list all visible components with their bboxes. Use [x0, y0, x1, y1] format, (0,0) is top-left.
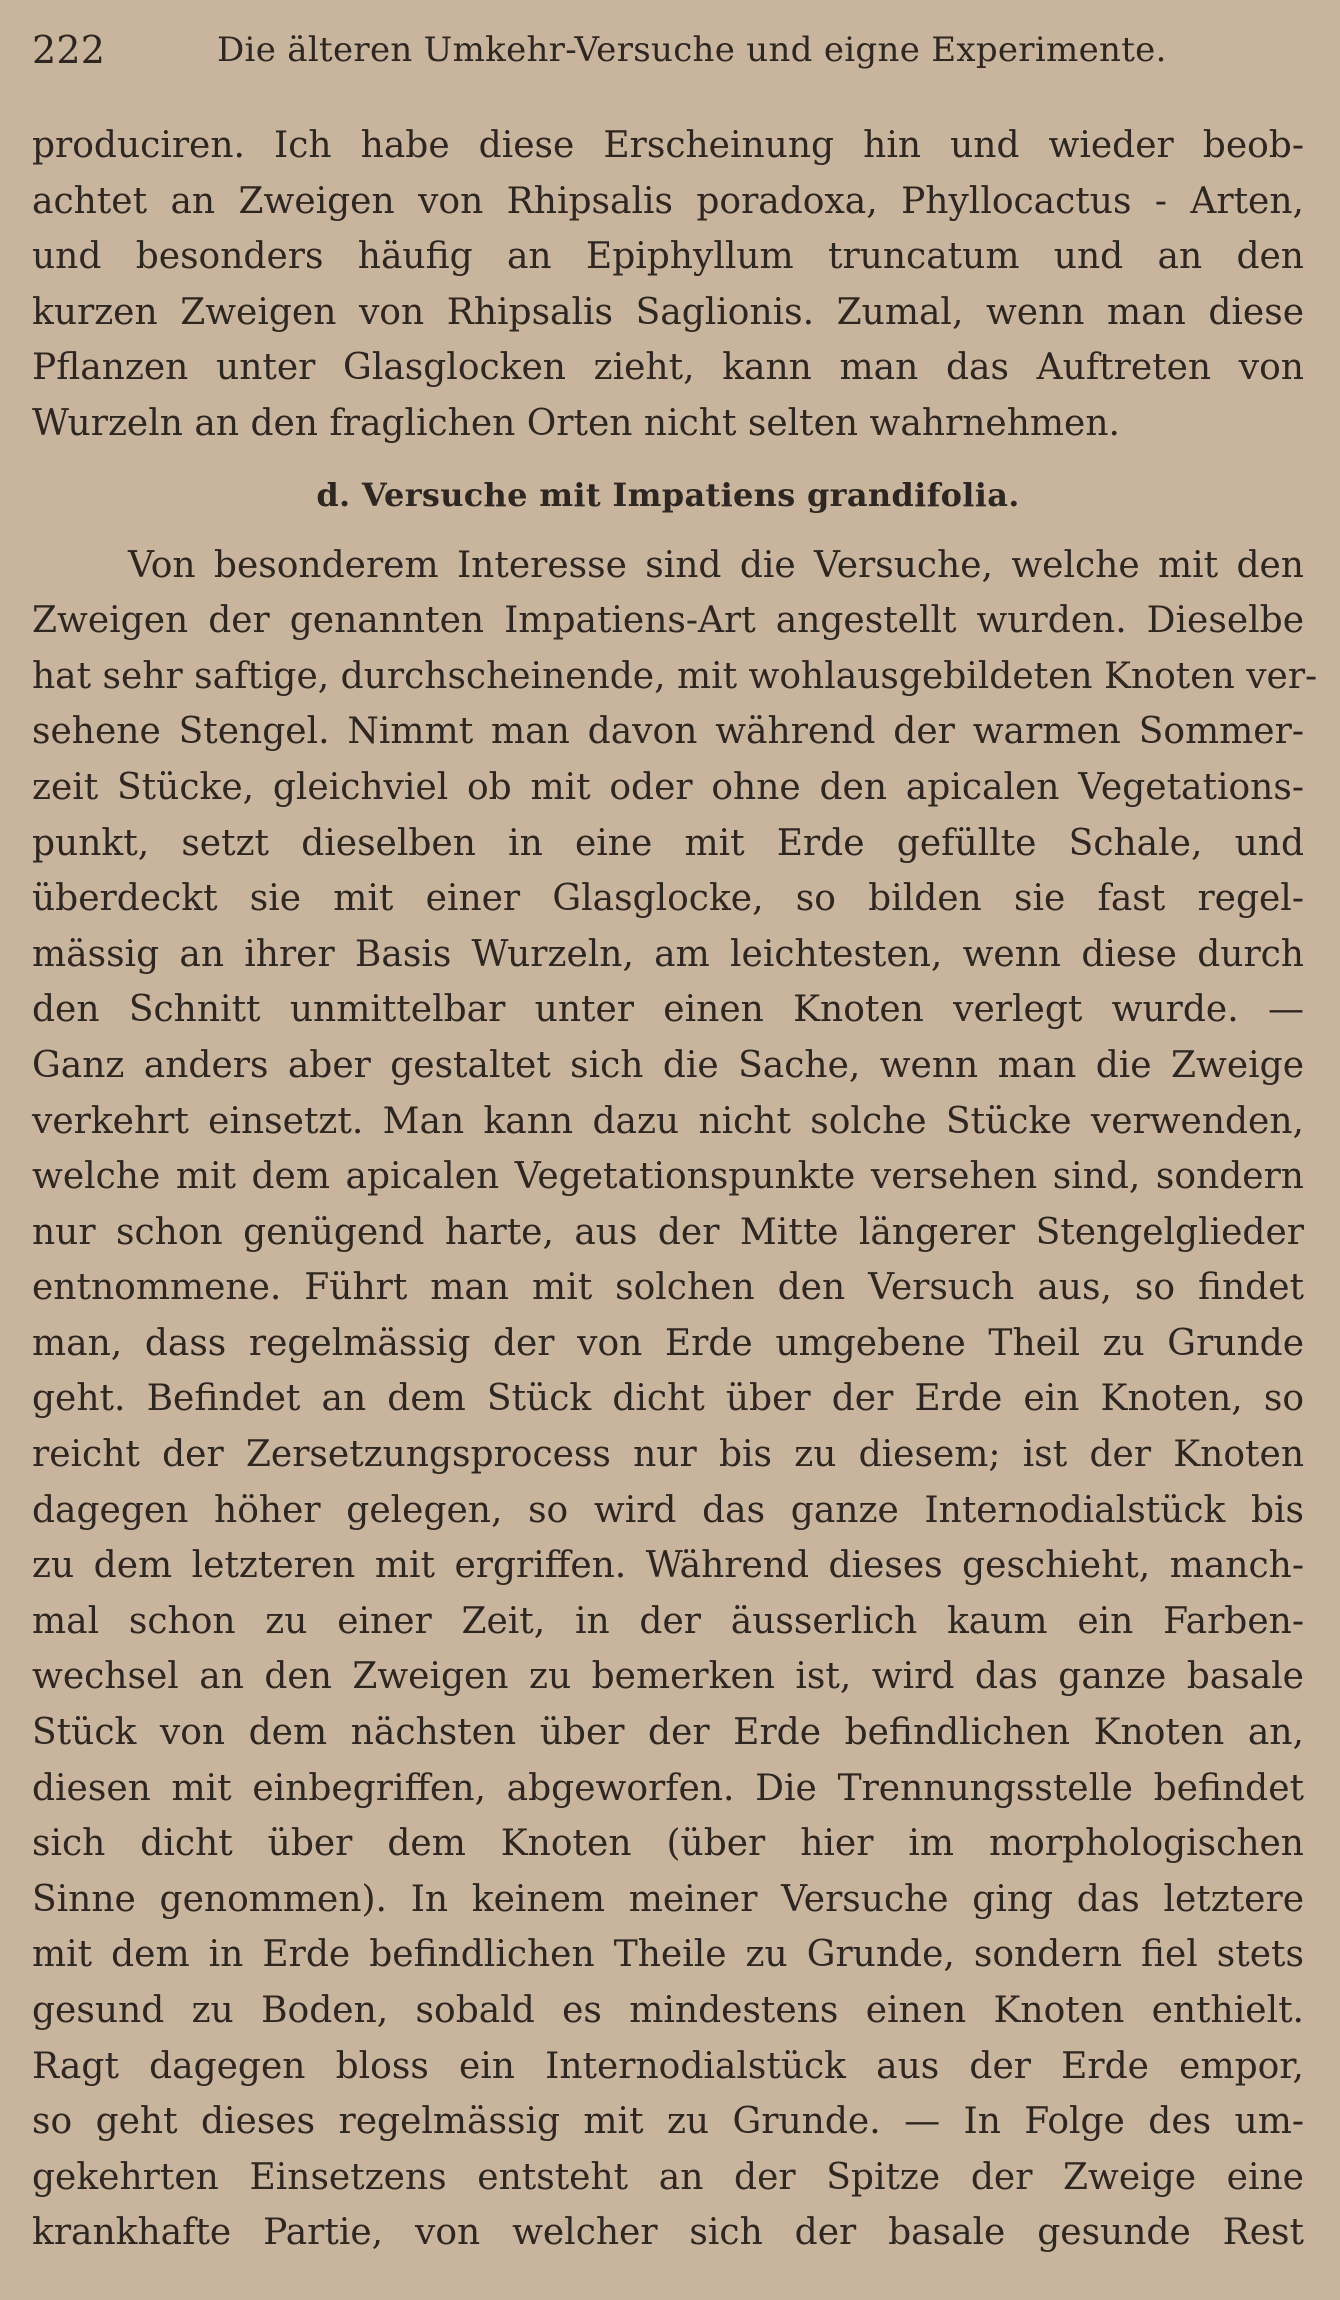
body-text [32, 118, 1318, 2261]
text-line: Pflanzen unter Glasglocken zieht, kann man das Auftreten von [32, 347, 1304, 389]
text-line: den Schnitt unmittelbar unter einen Knoten verlegt wurde. — [32, 989, 1304, 1031]
text-line: mässig an ihrer Basis Wurzeln, am leichtesten, wenn diese durch [32, 933, 1304, 975]
text-line: sehene Stengel. Nimmt man davon während der warmen Sommer- [32, 711, 1304, 753]
text-line: wechsel an den Zweigen zu bemerken ist, wird das ganze basale [32, 1656, 1304, 1698]
text-line: mit dem in Erde befindlichen Theile zu Grunde, sondern fiel stets [32, 1934, 1304, 1976]
text-line: und besonders häufig an Epiphyllum truncatum und an den [32, 236, 1304, 278]
running-title: Die älteren Umkehr-Versuche und eigne Experimente. [217, 30, 1167, 70]
text-line: Stück von dem nächsten über der Erde befindlichen Knoten an, [32, 1712, 1304, 1754]
text-line: so geht dieses regelmässig mit zu Grunde. — In Folge des um- [32, 2101, 1304, 2143]
text-line: überdeckt sie mit einer Glasglocke, so bilden sie fast regel- [32, 878, 1304, 920]
text-line: Sinne genommen). In keinem meiner Versuche ging das letztere [32, 1878, 1304, 1920]
text-line: welche mit dem apicalen Vegetationspunkte versehen sind, sondern [32, 1156, 1304, 1198]
page-number: 222 [32, 28, 106, 72]
text-line: sich dicht über dem Knoten (über hier im morphologischen [32, 1823, 1304, 1865]
text-line: punkt, setzt dieselben in eine mit Erde gefüllte Schale, und [32, 822, 1304, 864]
text-line: diesen mit einbegriffen, abgeworfen. Die Trennungsstelle befindet [32, 1767, 1304, 1809]
section-heading: d. Versuche mit Impatiens grandifolia. [316, 475, 1020, 514]
text-line: mal schon zu einer Zeit, in der äusserlich kaum ein Farben- [32, 1600, 1304, 1642]
text-line: krankhafte Partie, von welcher sich der basale gesunde Rest [32, 2212, 1304, 2254]
text-line: gesund zu Boden, sobald es mindestens einen Knoten enthielt. [32, 1990, 1304, 2031]
text-line: Von besonderem Interesse sind die Versuche, welche mit den [128, 544, 1304, 586]
text-line: Ragt dagegen bloss ein Internodialstück aus der Erde empor, [32, 2045, 1304, 2087]
text-line: gekehrten Einsetzens entsteht an der Spitze der Zweige eine [32, 2156, 1304, 2198]
text-line: Zweigen der genannten Impatiens-Art angestellt wurden. Dieselbe [32, 600, 1304, 642]
text-line: Ganz anders aber gestaltet sich die Sache, wenn man die Zweige [32, 1044, 1304, 1086]
text-line: kurzen Zweigen von Rhipsalis Saglionis. Zumal, wenn man diese [32, 291, 1304, 333]
text-line: zeit Stücke, gleichviel ob mit oder ohne den apicalen Vegetations- [32, 766, 1304, 808]
text-line: nur schon genügend harte, aus der Mitte längerer Stengelglieder [32, 1211, 1304, 1253]
text-line: man, dass regelmässig der von Erde umgebene Theil zu Grunde [32, 1322, 1304, 1364]
text-line: entnommene. Führt man mit solchen den Versuch aus, so findet [32, 1267, 1304, 1309]
text-line: achtet an Zweigen von Rhipsalis poradoxa, Phyllocactus - Arten, [32, 180, 1304, 222]
text-line: produciren. Ich habe diese Erscheinung hin und wieder beob- [32, 125, 1304, 166]
text-line: verkehrt einsetzt. Man kann dazu nicht solche Stücke verwenden, [32, 1100, 1304, 1142]
text-line: Wurzeln an den fraglichen Orten nicht selten wahrnehmen. [32, 402, 1120, 444]
text-line: geht. Befindet an dem Stück dicht über der Erde ein Knoten, so [32, 1378, 1304, 1420]
text-line: zu dem letzteren mit ergriffen. Während dieses geschieht, manch- [32, 1545, 1304, 1587]
text-line: dagegen höher gelegen, so wird das ganze Internodialstück bis [32, 1489, 1304, 1531]
text-line: reicht der Zersetzungsprocess nur bis zu diesem; ist der Knoten [32, 1434, 1304, 1476]
text-line: hat sehr saftige, durchscheinende, mit wohlausgebildeten Knoten ver- [32, 655, 1318, 697]
running-head [32, 28, 1302, 84]
intro-paragraph [32, 118, 1304, 452]
section-paragraph [32, 538, 1318, 2261]
